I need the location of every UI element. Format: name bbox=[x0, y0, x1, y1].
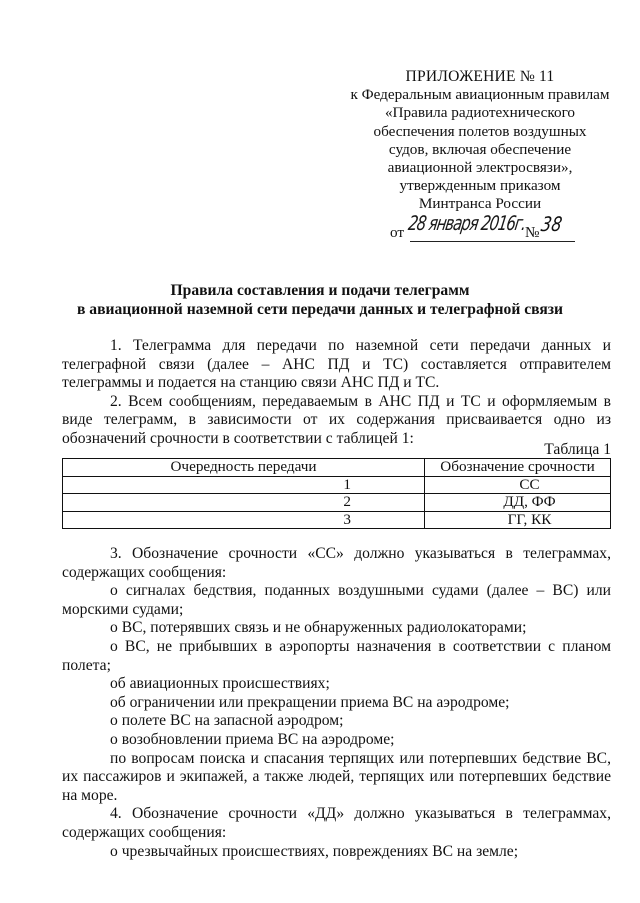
table-cell: ДД, ФФ bbox=[425, 494, 611, 512]
paragraph: 2. Всем сообщениям, передаваемым в АНС ПД и ТС и оформляемым в виде телеграмм, в зависимости от их содержания присваивается одно из обозначений срочности в соответствии с таблицей 1: bbox=[62, 392, 611, 447]
paragraph: 3. Обозначение срочности «СС» должно указываться в телеграммах, содержащих сообщения: bbox=[62, 545, 611, 581]
table-header-row bbox=[63, 459, 611, 477]
table-row bbox=[63, 476, 611, 494]
paragraph: об ограничении или прекращении приема ВС на аэродроме; bbox=[110, 693, 510, 711]
approval-line: авиационной электросвязи», bbox=[387, 159, 573, 177]
date-prefix: от bbox=[390, 223, 405, 241]
approval-line: к Федеральным авиационным правилам bbox=[350, 86, 610, 104]
table-cell: 1 bbox=[63, 476, 425, 494]
table-row bbox=[63, 511, 611, 529]
urgency-table bbox=[62, 458, 611, 529]
appendix-heading: ПРИЛОЖЕНИЕ № 11 bbox=[405, 68, 555, 85]
title-line-1: Правила составления и подачи телеграмм bbox=[170, 282, 470, 299]
number-label: № bbox=[525, 223, 540, 241]
table-cell: ГГ, КК bbox=[425, 511, 611, 529]
paragraph: о ВС, потерявших связь и не обнаруженных радиолокаторами; bbox=[110, 619, 527, 637]
table-cell: 3 bbox=[63, 511, 425, 529]
handwritten-order-number: 38 bbox=[539, 211, 564, 236]
document-title bbox=[40, 281, 600, 319]
paragraph: о возобновлении приема ВС на аэродроме; bbox=[110, 730, 395, 748]
table-caption: Таблица 1 bbox=[544, 441, 611, 458]
body-paragraphs bbox=[62, 545, 611, 861]
handwritten-date: 28 января 2016г. bbox=[406, 210, 528, 235]
approval-line: «Правила радиотехнического bbox=[384, 104, 576, 122]
paragraph: 4. Обозначение срочности «ДД» должно указываться в телеграммах, содержащих сообщения: bbox=[62, 805, 611, 841]
paragraph: 1. Телеграмма для передачи по наземной сети передачи данных и телеграфной связи (далее – АНС ПД и ТС) составляется отправителем телеграммы и подается на станцию связи АНС ПД и ТС. bbox=[62, 337, 611, 392]
date-underline bbox=[410, 241, 575, 242]
order-date-line bbox=[330, 210, 630, 244]
paragraph: о полете ВС на запасной аэродром; bbox=[110, 712, 344, 730]
title-line-2: в авиационной наземной сети передачи данных и телеграфной связи bbox=[76, 301, 564, 318]
table-cell: СС bbox=[425, 476, 611, 494]
approval-line: Минтранса России bbox=[418, 195, 542, 213]
paragraph: о чрезвычайных происшествиях, повреждениях ВС на земле; bbox=[110, 842, 519, 860]
approval-line: утвержденным приказом bbox=[399, 177, 561, 195]
table-header-cell: Обозначение срочности bbox=[425, 459, 611, 477]
intro-paragraphs bbox=[62, 337, 611, 449]
approval-line: обеспечения полетов воздушных bbox=[373, 122, 587, 140]
table-cell: 2 bbox=[63, 494, 425, 512]
table-header-cell: Очередность передачи bbox=[63, 459, 425, 477]
table-row bbox=[63, 494, 611, 512]
paragraph: о ВС, не прибывших в аэропорты назначения в соответствии с планом полета; bbox=[62, 637, 611, 674]
paragraph: об авиационных происшествиях; bbox=[110, 675, 330, 693]
approval-block bbox=[330, 68, 630, 244]
paragraph: по вопросам поиска и спасания терпящих или потерпевших бедствие ВС, их пассажиров и экипажей, а также людей, терпящих или потерпевших бедствие на море. bbox=[62, 749, 611, 804]
paragraph: о сигналах бедствия, поданных воздушными судами (далее – ВС) или морскими судами; bbox=[62, 582, 611, 618]
approval-line: судов, включая обеспечение bbox=[388, 140, 572, 158]
